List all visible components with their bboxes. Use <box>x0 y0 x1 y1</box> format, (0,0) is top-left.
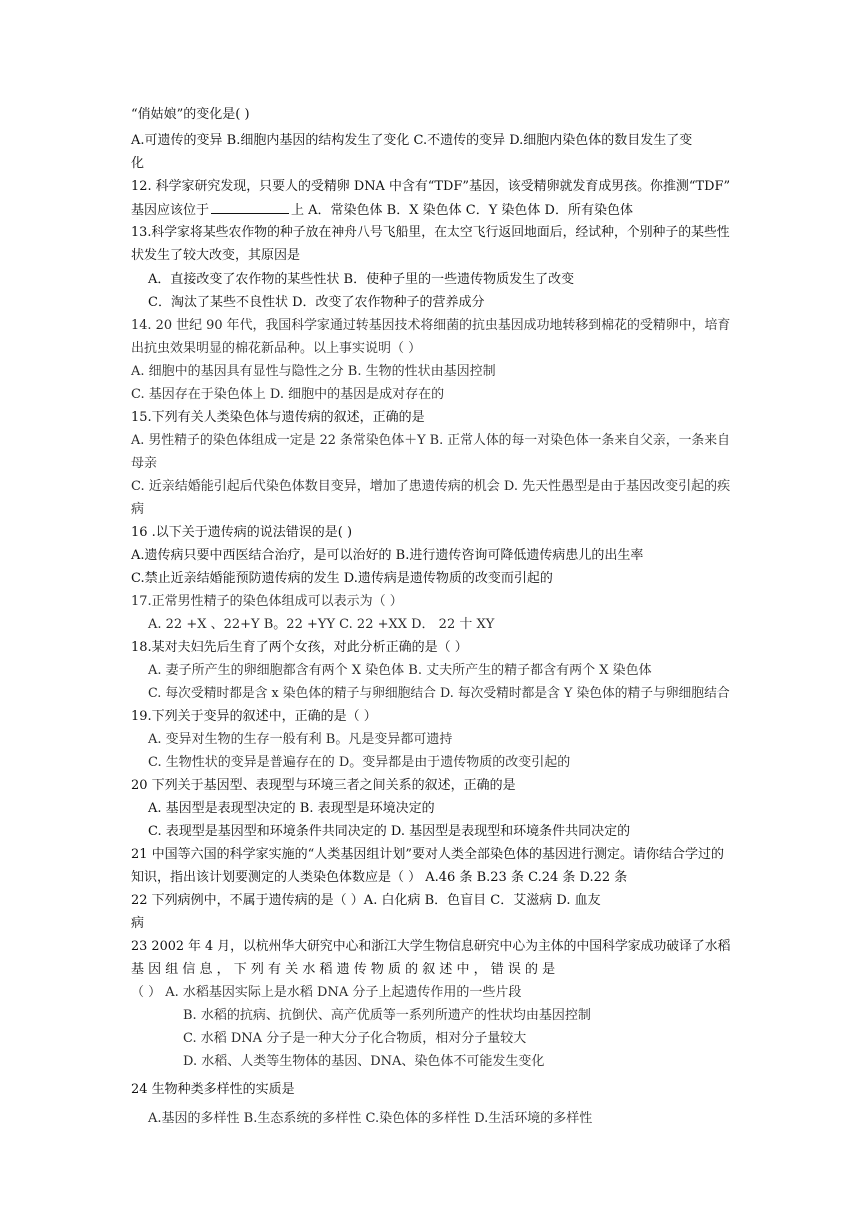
q17-stem: 17.正常男性精子的染色体组成可以表示为（ ） <box>131 594 403 609</box>
q13-stem: 13.科学家将某些农作物的种子放在神舟八号飞船里，在太空飞行返回地面后，经试种，个别种子的某些性 <box>131 225 730 240</box>
q21-stem-cont: 知识，指出该计划要测定的人类染色体数应是（ ） A.46 条 B.23 条 C.24 条 D.22 条 <box>131 870 628 885</box>
q11-stem-end: “俏姑娘”的变化是( ) <box>131 107 250 122</box>
q23-stem-cont: 基 因 组 信 息 ， 下 列 有 关 水 稻 遗 传 物 质 的 叙 述 中 ， 错 误 的 是 <box>131 962 556 977</box>
q14-options-cd: C. 基因存在于染色体上 D. 细胞中的基因是成对存在的 <box>131 387 445 402</box>
q24-stem: 24 生物种类多样性的实质是 <box>131 1082 295 1097</box>
q12-stem-cont: 基因应该位于 <box>131 203 210 218</box>
q22-stem-cont: 病 <box>131 916 145 931</box>
q20-stem: 20 下列关于基因型、表现型与环境三者之间关系的叙述，正确的是 <box>131 778 516 793</box>
q13-options-ab: A．直接改变了农作物的某些性状 B．使种子里的一些遗传物质发生了改变 <box>148 272 575 287</box>
q20-options-cd: C. 表现型是基因型和环境条件共同决定的 D. 基因型是表现型和环境条件共同决定的 <box>148 824 631 839</box>
q24-options: A.基因的多样性 B.生态系统的多样性 C.染色体的多样性 D.生活环境的多样性 <box>148 1111 593 1126</box>
q12-line2 <box>131 201 633 219</box>
q15-options-cd: C. 近亲结婚能引起后代染色体数目变异，增加了患遗传病的机会 D. 先天性愚型是由于基因改变引起的疾 <box>131 479 731 494</box>
q15-options-ab: A. 男性精子的染色体组成一定是 22 条常染色体＋Y B. 正常人体的每一对染色体一条来自父亲，一条来自 <box>131 433 730 448</box>
q23-option-a: （ ） A. 水稻基因实际上是水稻 DNA 分子上起遗传作用的一些片段 <box>131 985 522 1000</box>
q23-option-b: B. 水稻的抗病、抗倒伏、高产优质等一系列所遗产的性状均由基因控制 <box>183 1008 591 1023</box>
q14-stem-cont: 出抗虫效果明显的棉花新品种。以上事实说明（ ） <box>131 341 422 356</box>
q22-stem: 22 下列病例中，不属于遗传病的是（ ）A. 白化病 B．色盲目 C．艾滋病 D. 血友 <box>131 893 601 908</box>
q19-options-ab: A. 变异对生物的生存一般有利 B。凡是变异都可遗持 <box>148 732 453 747</box>
q12-options: 上 A．常染色体 B．X 染色体 C．Y 染色体 D．所有染色体 <box>291 203 633 218</box>
q13-stem-cont: 状发生了较大改变，其原因是 <box>131 248 301 263</box>
answer-blank <box>211 201 289 214</box>
q11-options: A.可遗传的变异 B.细胞内基因的结构发生了变化 C.不遗传的变异 D.细胞内染色体的数目发生了变 <box>131 133 693 148</box>
q19-stem: 19.下列关于变异的叙述中，正确的是（ ） <box>131 709 377 724</box>
q15-options-cd-cont: 病 <box>131 502 145 517</box>
q23-option-d: D. 水稻、人类等生物体的基因、DNA、染色体不可能发生变化 <box>183 1054 545 1069</box>
q19-options-cd: C. 生物性状的变异是普遍存在的 D。变异都是由于遗传物质的改变引起的 <box>148 755 571 770</box>
q18-stem: 18.某对夫妇先后生育了两个女孩，对此分析正确的是（ ） <box>131 640 468 655</box>
q16-stem: 16 .以下关于遗传病的说法错误的是( ) <box>131 525 353 540</box>
q23-stem: 23 2002 年 4 月，以杭州华大研究中心和浙江大学生物信息研究中心为主体的中国科学家成功破译了水稻 <box>131 939 731 954</box>
q14-options-ab: A. 细胞中的基因具有显性与隐性之分 B. 生物的性状由基因控制 <box>131 364 496 379</box>
q15-stem: 15.下列有关人类染色体与遗传病的叙述，正确的是 <box>131 410 425 425</box>
q14-stem: 14. 20 世纪 90 年代，我国科学家通过转基因技术将细菌的抗虫基因成功地转移到棉花的受精卵中，培育 <box>131 318 731 333</box>
q17-options: A. 22 +X 、22+Y B。22 +YY C. 22 +XX D． 22 十 XY <box>148 617 495 632</box>
q15-options-ab-cont: 母亲 <box>131 456 158 471</box>
q21-stem: 21 中国等六国的科学家实施的“人类基因组计划”要对人类全部染色体的基因进行测定。请你结合学过的 <box>131 847 724 862</box>
q16-options-ab: A.遗传病只要中西医结合治疗，是可以治好的 B.进行遗传咨询可降低遗传病患儿的出生率 <box>131 548 644 563</box>
q12-stem: 12. 科学家研究发现，只要人的受精卵 DNA 中含有“TDF”基因，该受精卵就发育成男孩。你推测“TDF” <box>131 179 731 194</box>
q18-options-cd: C. 每次受精时都是含 x 染色体的精子与卵细胞结合 D. 每次受精时都是含 Y 染色体的精子与卵细胞结合 <box>148 686 730 701</box>
q11-options-cont: 化 <box>131 156 145 171</box>
q18-options-ab: A. 妻子所产生的卵细胞都含有两个 X 染色体 B. 丈夫所产生的精子都含有两个 X 染色体 <box>148 663 652 678</box>
q23-option-c: C. 水稻 DNA 分子是一种大分子化合物质，相对分子量较大 <box>183 1031 527 1046</box>
q13-options-cd: C．淘汰了某些不良性状 D．改变了农作物种子的营养成分 <box>148 295 485 310</box>
q20-options-ab: A. 基因型是表现型决定的 B. 表现型是环境决定的 <box>148 801 435 816</box>
q16-options-cd: C.禁止近亲结婚能预防遗传病的发生 D.遗传病是遗传物质的改变而引起的 <box>131 571 553 586</box>
